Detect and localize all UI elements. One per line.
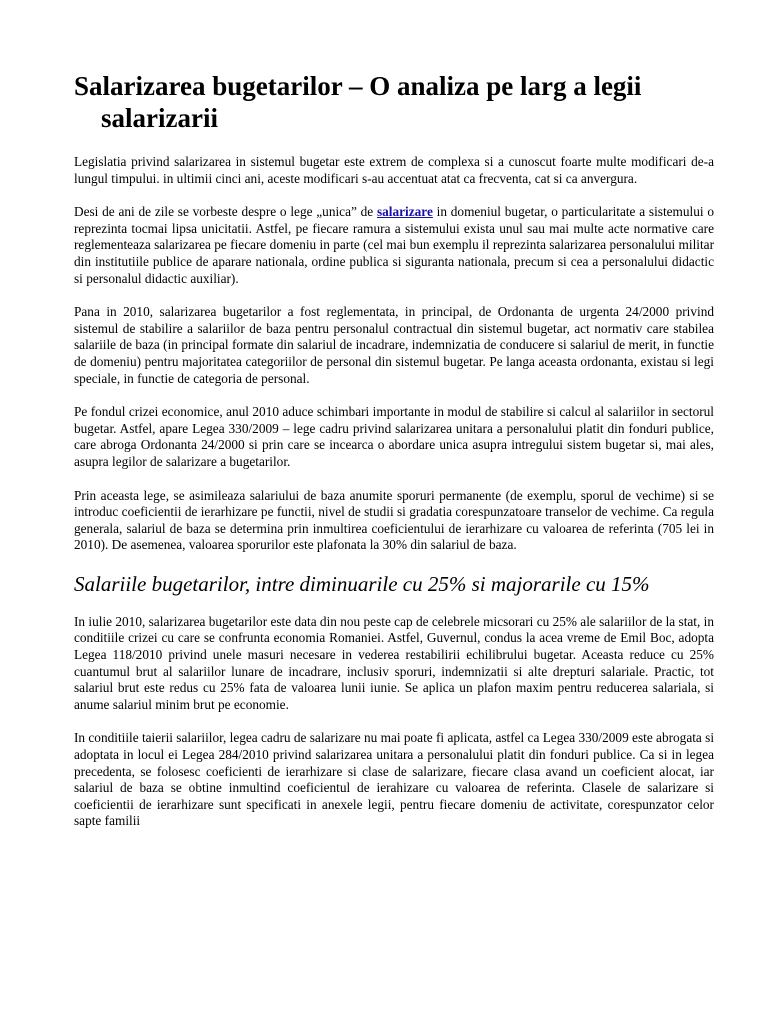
paragraph-7: In conditiile taierii salariilor, legea cadru de salarizare nu mai poate fi aplicata, astfel ca Legea 330/2009 este abrogata si adoptata in locul ei Legea 284/2010 privind salarizarea unitara a personalului platit din fonduri publice. Ca si in legea precedenta, se folosesc coeficienti de ierarhizare si clase de salarizare, fiecare clasa avand un coeficient alocat, iar salariul de baza se obtine inmultind coeficientul de ierahizare cu valoarea de referinta. Clasele de salarizare si coeficientii de ierarhizare sunt specificati in anexele legii, pentru fiecare domeniu de activitate, corespunzator celor sapte familii	[74, 730, 715, 829]
paragraph-6: In iulie 2010, salarizarea bugetarilor este data din nou peste cap de celebrele micsorari cu 25% ale salariilor de la stat, in conditiile crizei cu care se confrunta economia Romaniei. Astfel, Guvernul, condus la acea vreme de Emil Boc, adopta Legea 118/2010 privind unele masuri necesare in vederea restabilirii echilibrului bugetar. Aceasta reduce cu 25% cuantumul brut al salariilor lunare de incadrare, inclusiv sporuri, indemnizatii si alte drepturi salariale. Practic, tot salariul brut este redus cu 25% fata de valoarea lunii iunie. Se aplica un plafon maxim pentru reducerea salariala, si anume salariul minim brut pe economie.	[74, 613, 714, 712]
paragraph-4: Pe fondul crizei economice, anul 2010 aduce schimbari importante in modul de stabilire si calcul al salariilor in sectorul bugetar. Astfel, apare Legea 330/2009 – lege cadru privind salarizarea unitara a personalului platit din fonduri publice, care abroga Ordonanta 24/2000 si prin care se incearca o abordare unica asupra intregului sistem bugetar si, mai ales, asupra legilor de salarizare a bugetarilor.	[74, 404, 714, 469]
paragraph-2-text-after: in domeniul bugetar, o particularitate a sistemului o reprezinta tocmai lipsa unicitatii. Astfel, pe fiecare ramura a sistemului exista unul sau mai multe acte normative care reglementeaza salarizarea pe fiecare domeniu in parte (cel mai bun exemplu il reprezinta salarizarea personalului militar din institutiile publice de aparare nationala, ordine publica si siguranta nationala, precum si cea a personalului didactic si personalul didactic auxiliar).	[74, 204, 714, 286]
paragraph-5: Prin aceasta lege, se asimileaza salariului de baza anumite sporuri permanente (de exemplu, sporul de vechime) si se introduc coeficientii de ierarhizare pe functii, nivel de studii si gradatia corespunzatoare transelor de vechime. Ca regula generala, salariul de baza se determina prin inmultirea coeficientului de ierarhizare cu valoarea de referinta (705 lei in 2010). De asemenea, valoarea sporurilor este plafonata la 30% din salariul de baza.	[74, 487, 714, 553]
paragraph-2-text-before: Desi de ani de zile se vorbeste despre o lege „unica” de	[74, 204, 377, 220]
paragraph-2	[74, 204, 714, 287]
section-heading: Salariile bugetarilor, intre diminuarile cu 25% si majorarile cu 15%	[74, 571, 650, 596]
article	[74, 70, 714, 847]
paragraph-3: Pana in 2010, salarizarea bugetarilor a fost reglementata, in principal, de Ordonanta de urgenta 24/2000 privind sistemul de stabilire a salariilor de baza pentru personalul contractual din sistemul bugetar, act normativ care stabilea salariile de baza (in principal formate din salariul de incadrare, indemnizatia de conducere si salariul de merit, in functie de domeniu) pentru majoritatea categoriilor de personal din sistemul bugetar. Pe langa aceasta ordonanta, existau si legi speciale, in functie de categoria de personal.	[74, 304, 714, 386]
salarizare-link[interactable]: salarizare	[376, 204, 433, 220]
paragraph-1: Legislatia privind salarizarea in sistemul bugetar este extrem de complexa si a cunoscut foarte multe modificari de-a lungul timpului. in ultimii cinci ani, aceste modificari s-au accentuat atat ca frecventa, cat si ca anvergura.	[74, 154, 714, 186]
page-title: Salarizarea bugetarilor – O analiza pe larg a legii salarizarii	[74, 71, 642, 133]
